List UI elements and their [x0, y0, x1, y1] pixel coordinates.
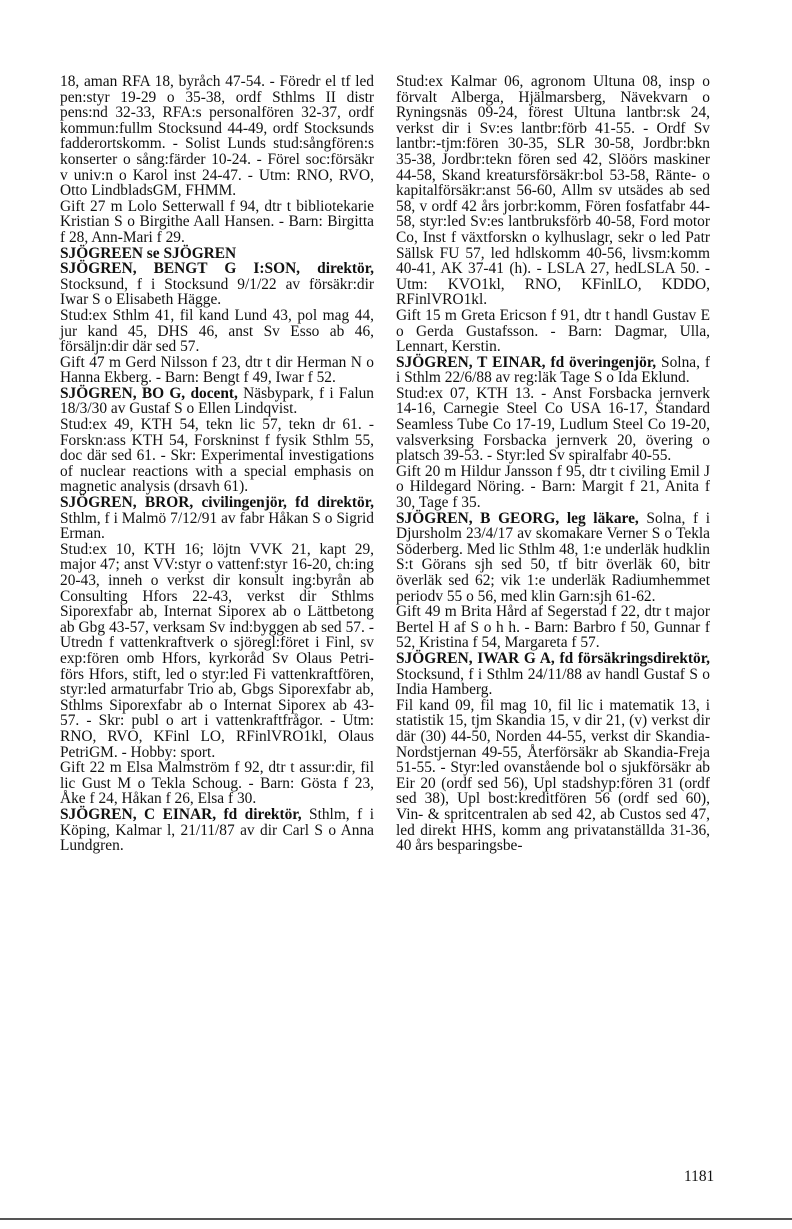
entry-paragraph: Stud:ex 49, KTH 54, tekn lic 57, tekn dr 61. - Forskn:ass KTH 54, Forskninst f fysik Sthlm 55, doc där sed 61. - Skr: Experimental investigations of nuclear reactions with a special emphasis on magnetic analysis (drsavh 61). [60, 416, 374, 496]
bottom-divider [0, 1218, 792, 1220]
entry-paragraph: SJÖGREN, B GEORG, leg läkare, Solna, f i Djursholm 23/4/17 av skomakare Verner S o Tekla Söderberg. Med lic Sthlm 48, 1:e underläk hudklin S:t Görans sjh sed 50, tf bitr överläk 60, bitr överläk sed 62; vik 1:e underläk Radiumhemmet periodv 55 o 56, med klin Garn:sjh 61-62. [396, 509, 710, 605]
entry-paragraph: Gift 49 m Brita Hård af Segerstad f 22, dtr t major Bertel H af S o h h. - Barn: Barbro f 50, Gunnar f 52, Kristina f 54, Margareta f 57. [396, 603, 710, 652]
entry-paragraph: Fil kand 09, fil mag 10, fil lic i matematik 13, i statistik 15, tjm Skandia 15, v dir 21, (v) verkst dir där (30) 44-50, Norden 44-55, verkst dir Skandia-Nordstjernan 49-55, Återförsäkr ab Skandia-Freja 51-55. - Styr:led ovanstående bol o sjukförsäkr ab Eir 20 (ordf sed 56), Upl stadshyp:fören 31 (ordf sed 38), Upl bost:kreditfören 56 (ordf sed 60), Vin- & spritcentralen ab sed 42, ab Custos sed 47, led direkt HHS, komm ang privatanställda 31-36, 40 års besparingsbe- [396, 696, 710, 855]
entry-paragraph: Gift 27 m Lolo Setterwall f 94, dtr t bibliotekarie Kristian S o Birgithe Aall Hansen. - Barn: Birgitta f 28, Ann-Mari f 29. [60, 197, 374, 246]
entry-paragraph: Gift 20 m Hildur Jansson f 95, dtr t civiling Emil J o Hildegard Nöring. - Barn: Margit f 21, Anita f 30, Tage f 35. [396, 462, 710, 512]
entry-paragraph: Stud:ex 07, KTH 13. - Anst Forsbacka jernverk 14-16, Carnegie Steel Co USA 16-17, Standard Seamless Tube Co 17-19, Ludlum Steel Co 19-20, valsverksing Forsbacka jernverk 20, övering o platsch 39-53. - Styr:led Sv spiralfabr 40-55. [396, 384, 710, 465]
entry-paragraph: SJÖGREN, C EINAR, fd direktör, Sthlm, f i Köping, Kalmar l, 21/11/87 av dir Carl S o Anna Lundgren. [60, 805, 374, 855]
entry-paragraph: Gift 15 m Greta Ericson f 91, dtr t handl Gustav E o Gerda Gustafsson. - Barn: Dagmar, Ulla, Lennart, Kerstin. [396, 306, 710, 356]
entry-paragraph: Stud:ex Kalmar 06, agronom Ultuna 08, insp o förvalt Alberga, Hjälmarsberg, Nävekvarn o Ryningsnäs 09-24, förest Ultuna lantbr:sk 24, verkst dir i Sv:es lantbr:förb 41-55. - Ordf Sv lantbr:-tjm:fören 30-35, SLR 30-58, Jordbr:bkn 35-38, Jordbr:tekn fören sed 42, Slöörs maskiner 44-58, Skand kreatursförsäkr:bol 53-58, Ränte- o kapitalförsäkr:anst 56-60, Allm sv utsädes ab sed 58, v ordf 42 års jorbr:komm, Fören fosfatfabr 44-58, styr:led Sv:es lantbruksförb 40-58, Ford motor Co, Inst f växtforskn o kylhuslagr, sekr o led Patr Sällsk FU 57, led hdlskomm 40-56, livsm:komm 40-41, AK 37-41 (h). - LSLA 27, hedLSLA 50. - Utm: KVO1kl, RNO, KFinlLO, KDDO, RFinlVRO1kl. [396, 73, 710, 309]
entry-paragraph: Stud:ex Sthlm 41, fil kand Lund 43, pol mag 44, jur kand 45, DHS 46, anst Sv Esso ab 46, försäljn:dir där sed 57. [60, 306, 374, 356]
entry-paragraph: Gift 22 m Elsa Malmström f 92, dtr t assur:dir, fil lic Gust M o Tekla Schoug. - Barn: Gösta f 23, Åke f 24, Håkan f 26, Elsa f 30. [60, 759, 374, 808]
entry-paragraph: SJÖGREN, IWAR G A, fd försäkringsdirektör, Stocksund, f i Sthlm 24/11/88 av handl Gustaf S o India Hamberg. [396, 649, 710, 699]
entry-paragraph: SJÖGREN, T EINAR, fd överingenjör, Solna, f i Sthlm 22/6/88 av reg:läk Tage S o Ida Eklund. [396, 353, 710, 387]
entry-paragraph: Stud:ex 10, KTH 16; löjtn VVK 21, kapt 29, major 47; anst VV:styr o vattenf:styr 16-20, ch:ing 20-43, inneh o verkst dir konsult ing:byrån ab Consulting Hfors 22-43, verkst dir Sthlms Siporexfabr ab, Internat Siporex ab o Lättbetong ab Gbg 43-57, verksam Sv ind:byggen ab sed 57. - Utredn f vattenkraftverk o sjöregl:föret i Finl, sv exp:fören omb Hfors, kyrkoråd Sv Olaus Petri-förs Hfors, stift, led o styr:led Fi vattenkraftfören, styr:led armaturfabr Trio ab, Gbgs Siporexfabr ab, Sthlms Siporexfabr ab o Internat Siporex ab 43-57. - Skr: publ o art i vattenkraftfrågor. - Utm: RNO, RVO, KFinl LO, RFinlVRO1kl, Olaus PetriGM. - Hobby: sport. [60, 540, 374, 761]
entry-paragraph: SJÖGREN, BO G, docent, Näsbypark, f i Falun 18/3/30 av Gustaf S o Ellen Lindqvist. [60, 384, 374, 418]
page-number: 1181 [684, 1168, 715, 1185]
entry-paragraph: SJÖGREN, BENGT G I:SON, direktör, Stocksund, f i Stocksund 9/1/22 av försäkr:dir Iwar S o Elisabeth Hägge. [60, 260, 374, 309]
right-column [396, 74, 710, 854]
left-column [60, 74, 374, 854]
entry-paragraph: 18, aman RFA 18, byråch 47-54. - Föredr el tf led pen:styr 19-29 o 35-38, ordf Sthlms II distr pens:nd 32-33, RFA:s personalfören 32-37, ordf kommun:fullm Stocksund 44-49, ordf Stocksunds fadderortskomm. - Solist Lunds stud:sångfören:s konserter o sång:färder 10-24. - Förel soc:försäkr v univ:n o Karol inst 24-47. - Utm: RNO, RVO, Otto LindbladsGM, FHMM. [60, 73, 374, 200]
entry-paragraph: SJÖGREEN se SJÖGREN [60, 244, 237, 262]
entry-paragraph: Gift 47 m Gerd Nilsson f 23, dtr t dir Herman N o Hanna Ekberg. - Barn: Bengt f 49, Iwar f 52. [60, 353, 374, 387]
entry-paragraph: SJÖGREN, BROR, civilingenjör, fd direktör, Sthlm, f i Malmö 7/12/91 av fabr Håkan S o Sigrid Erman. [60, 494, 374, 543]
